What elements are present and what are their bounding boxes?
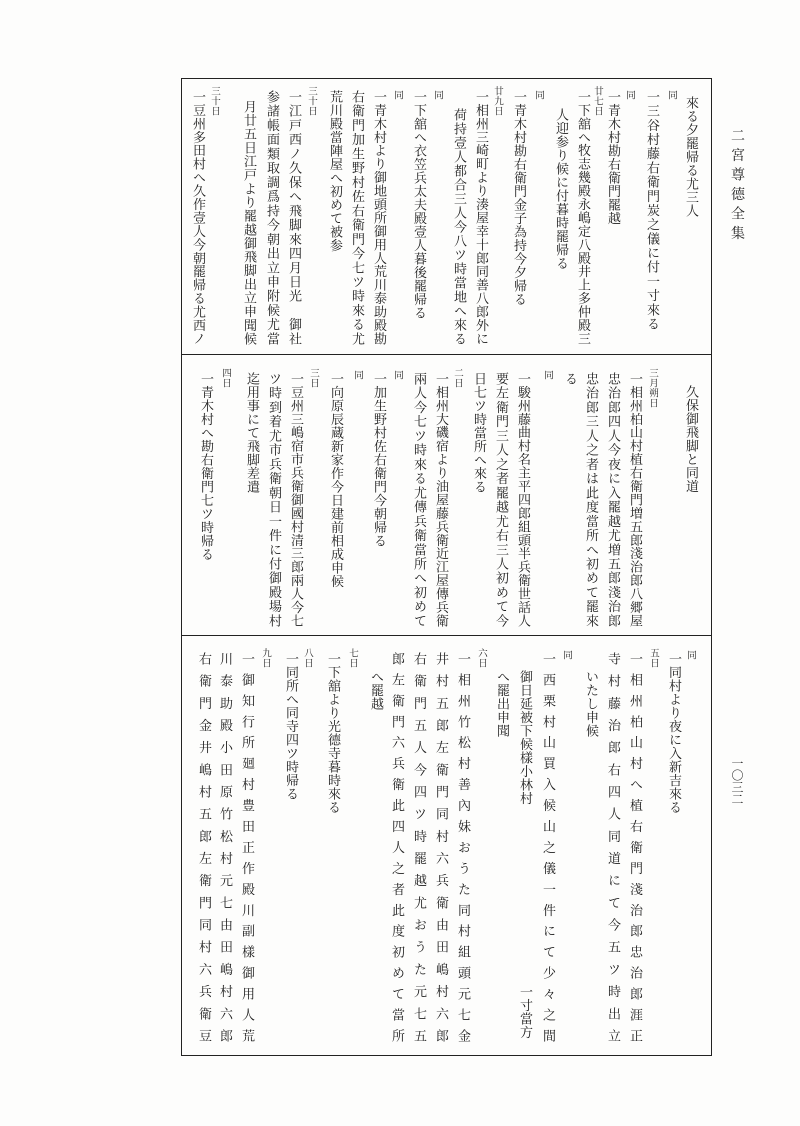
section-divider (181, 354, 712, 355)
date-label: 同 (542, 370, 553, 380)
date-label: 同 (533, 90, 544, 100)
entry-line: 右衛門金井嶋村五郎左衛門同村六兵衛豆 (196, 652, 211, 1052)
date-label: 三十日 (306, 86, 317, 116)
entry-line: 一相州柏山村へ植右衛門淺治郎忠治郎涯正 (627, 652, 642, 1050)
date-label: 九日 (260, 648, 271, 668)
entry-line: 人迎参り候に付暮時罷帰る (553, 108, 568, 270)
entry-line: 御日延被下候樣小林村 (517, 670, 532, 805)
page-number: 一〇三二 (730, 757, 744, 805)
entry-line: 一青木村勘右衛門罷越 (605, 90, 620, 225)
entry-line: 一江戸西ノ久保へ飛脚來四月日光 御社 (286, 90, 301, 347)
date-label: 同 (392, 370, 403, 380)
date-label: 同 (392, 90, 403, 100)
entry-line: 一相州三崎町より湊屋幸十郎同善八郎外に (473, 90, 488, 346)
entry-line: 一同所へ同寺四ツ時帰る (283, 652, 298, 801)
date-label: 三十日 (209, 86, 220, 116)
date-label: 同 (352, 370, 363, 380)
entry-line: 一西栗村山買入候山之儀一件にて少々之間 (540, 652, 555, 1050)
entry-line: 一青木村より御地頭所御用人荒川泰助殿勘 (371, 90, 386, 346)
entry-line: 一豆州三嶋宿市兵衛御國村清三郎兩人今七 (288, 372, 303, 628)
date-label: 同 (685, 650, 696, 660)
entry-line: 月廿五日江戸より罷越御飛脚出立申聞候 (241, 100, 256, 346)
date-label: 同 (561, 650, 572, 660)
date-label: 八日 (302, 648, 313, 668)
date-label: 七日 (347, 648, 358, 668)
date-label: 同 (624, 90, 635, 100)
entry-line: 一御知行所廻村豊田正作殿川副樣御用人荒 (239, 652, 254, 1050)
date-label: 五日 (648, 648, 659, 668)
entry-line: 一豆州多田村へ久作壹人今朝罷帰る尤西ノ (190, 90, 205, 346)
date-label: 六日 (476, 648, 487, 668)
date-label: 三日 (308, 368, 319, 388)
entry-line: 一相州竹松村善內妹おうた同村組頭元七金 (455, 652, 470, 1050)
entry-line: 忠治郎四人今夜に入罷越尤増五郎淺治郎 (605, 372, 620, 629)
entry-line: 來る夕罷帰る尤三人 (683, 96, 698, 218)
date-label: 廿七日 (592, 86, 603, 116)
entry-line: 要左衛門三人之者罷越尤右三人初めて今 (493, 372, 508, 629)
date-label: 二日 (452, 368, 463, 388)
entry-line: 忠治郎三人之者は此度當所へ初めて罷來 (583, 372, 598, 629)
section-divider (181, 635, 712, 636)
entry-line: 久保御飛脚と同道 (683, 385, 698, 493)
entry-line: へ罷出申聞 (494, 670, 509, 738)
entry-line: 一下舘より光德寺暮時來る (325, 652, 340, 814)
entry-line: 一青木村へ勘右衛門七ツ時帰る (198, 372, 213, 561)
book-title: 二宮尊德全集 (729, 128, 745, 245)
entry-line: 川泰助殿小田原竹松村元七由田嶋村六郎 (217, 652, 232, 1052)
entry-line: へ罷越 (368, 670, 383, 711)
entry-line: 井村五郎左衛門同村六兵衛由田嶋村六郎 (433, 652, 448, 1052)
entry-line: 郎左衛門六兵衛此四人之者此度初めて當所 (389, 652, 404, 1050)
entry-line-tail: 一寸當方 (517, 985, 532, 1039)
entry-line: 一駿州藤曲村名主平四郎組頭半兵衛世話人 (515, 372, 530, 628)
date-label: 同 (432, 90, 443, 100)
entry-line: 右衛門加生野村佐右衛門今七ツ時來る尤 (349, 90, 364, 347)
entry-line: 一加生野村佐右衛門今朝帰る (371, 372, 386, 548)
entry-line: 右衛門五人今四ツ時罷越尤おうた元七五 (411, 652, 426, 1052)
entry-line: 一同村より夜に入新吉來る (666, 652, 681, 814)
entry-line: 一向原辰蔵新家作今日建前相成申候 (328, 372, 343, 588)
entry-line: 一三谷村藤右衛門炭之儀に付一寸來る (644, 90, 659, 332)
entry-line: いたし申候 (583, 670, 598, 738)
entry-line: 日七ツ時當所へ來る (471, 372, 486, 494)
entry-line: 参諸帳面類取調爲持今朝出立申附候尤當 (264, 90, 279, 347)
entry-line: 荒川殿當陣屋へ初めて被参 (327, 90, 342, 252)
date-label: 三月朔日 (647, 368, 658, 408)
entry-line: 一下舘へ衣笠兵太夫殿壹人暮後罷帰る (411, 90, 426, 320)
entry-line: 一下舘へ牧志幾殿永嶋定八殿井上多仲殿三 (575, 90, 590, 346)
entry-line: 一青木村勘右衛門金子為持今夕帰る (511, 90, 526, 306)
entry-line: 迄用事にて飛脚差遣 (244, 372, 259, 494)
entry-line: 一相州大磯宿より油屋藤兵衛近江屋傳兵衛 (433, 372, 448, 628)
entry-line: 寺村藤治郎右四人同道にて今五ツ時出立 (605, 652, 620, 1052)
entry-line: 一相州柏山村植右衛門増五郎淺治郎八郷屋 (627, 372, 642, 628)
entry-line: る (562, 372, 577, 386)
date-label: 同 (666, 90, 677, 100)
entry-line: ツ時到着尤市兵衛朝日一件に付御殿場村 (266, 372, 281, 629)
date-label: 四日 (220, 368, 231, 388)
date-label: 廿九日 (492, 86, 503, 116)
entry-line: 兩人今七ツ時來る尤傳兵衛當所へ初めて (411, 372, 426, 629)
entry-line: 荷持壹人都合三人今八ツ時當地へ來る (451, 108, 466, 346)
